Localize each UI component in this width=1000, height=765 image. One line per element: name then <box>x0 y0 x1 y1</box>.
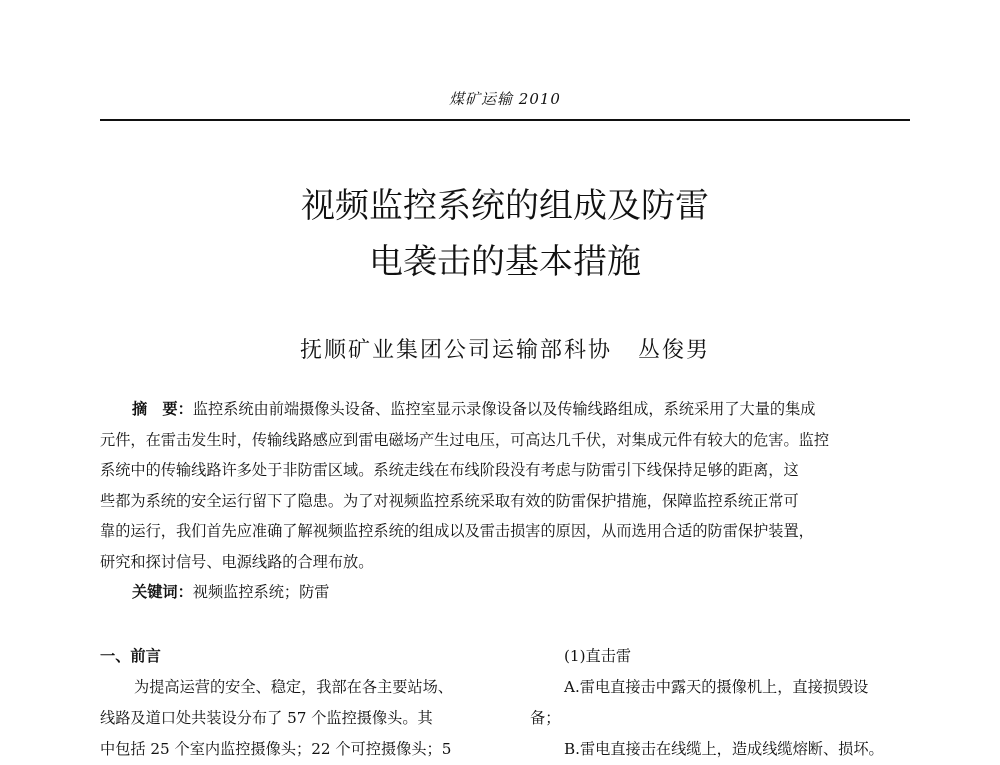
body-left-line-2: 线路及道口处共装设分布了 57 个监控摄像头。其 <box>100 709 433 727</box>
title-line-2: 电袭击的基本措施 <box>369 242 641 282</box>
title-line-1: 视频监控系统的组成及防雷 <box>301 186 709 226</box>
abstract-text-1: 监控系统由前端摄像头设备、监控室显示录像设备以及传输线路组成，系统采用了大量的集成 <box>192 400 816 418</box>
article-title <box>100 178 910 290</box>
author-affiliation: 抚顺矿业集团公司运输部科协 <box>299 338 612 363</box>
keywords-line <box>100 577 912 608</box>
abstract <box>100 394 912 608</box>
abstract-label: 摘 要： <box>132 400 193 418</box>
abstract-line-5: 靠的运行，我们首先应准确了解视频监控系统的组成以及雷击损害的原因，从而选用合适的防雷保护装置， <box>100 522 814 540</box>
subsection-heading-direct-lightning: (1)直击雷 <box>564 647 632 665</box>
abstract-line-4: 些都为系统的安全运行留下了隐患。为了对视频监控系统采取有效的防雷保护措施，保障监控系统正常可 <box>100 491 799 510</box>
header-rule <box>100 119 910 121</box>
keywords-label: 关键词： <box>132 583 193 601</box>
section-heading-intro: 一、前言 <box>100 647 161 665</box>
abstract-line-3: 系统中的传输线路许多处于非防雷区域。系统走线在布线阶段没有考虑与防雷引下线保持足够的距离，这 <box>100 461 799 479</box>
body-left-line-3: 中包括 25 个室内监控摄像头；22 个可控摄像头；5 <box>100 740 452 758</box>
body-left-line-1: 为提高运营的安全、稳定，我部在各主要站场、 <box>134 678 453 696</box>
author-line <box>100 333 910 364</box>
body-right-line-1: A.雷电直接击中露天的摄像机上，直接损毁设 <box>564 678 869 696</box>
body-column-left <box>100 641 495 765</box>
abstract-line-6: 研究和探讨信号、电源线路的合理布放。 <box>100 552 374 571</box>
body-right-line-3: B.雷电直接击在线缆上，造成线缆熔断、损坏。 <box>564 740 884 758</box>
keywords-text: 视频监控系统；防雷 <box>192 583 330 601</box>
journal-header: 煤矿运输 2010 <box>449 90 561 108</box>
abstract-line-1 <box>100 394 912 425</box>
abstract-line-2: 元件，在雷击发生时，传输线路感应到雷电磁场产生过电压，可高达几千伏，对集成元件有较大的危害。监控 <box>100 430 829 449</box>
author-name: 丛俊男 <box>638 338 711 363</box>
body-column-right <box>530 641 915 765</box>
body-right-line-2: 备； <box>530 709 561 727</box>
